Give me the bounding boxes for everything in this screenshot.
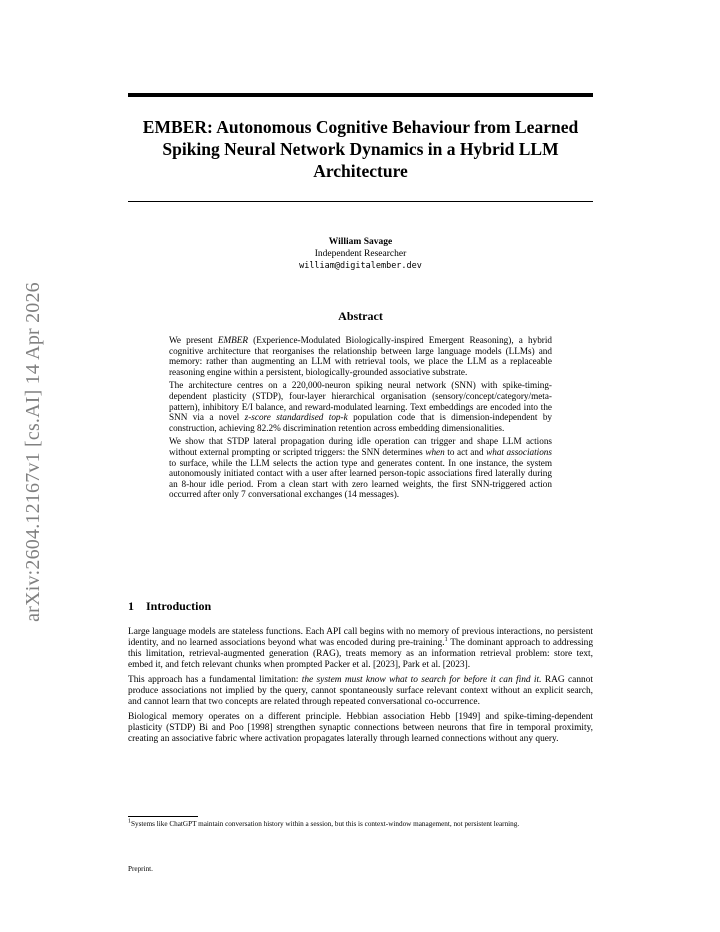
text-run-emphasis: when [425,446,445,457]
text-run: RAG cannot produce associations not implied by the query, cannot spontaneously surface relevant context without an explicit search, and cannot learn that two concepts are related through repeated conversational co-occurrence. [128,675,593,707]
text-run: We present [169,335,218,345]
preprint-label: Preprint. [128,865,153,873]
text-run: population code that is dimension-independent by construction, achieving 82.2% discrimination retention across embedding dimensionalities. [169,412,553,433]
text-run-emphasis: the system must know what to search for before it can find it. [301,675,542,685]
footnote-mark: 1 [128,818,131,825]
abstract-paragraph-3 [169,436,552,500]
text-run: to surface, while the LLM selects the action type and generates content. In one instance, the system autonomously initiated contact with a user after learned person-topic associations fired laterally during an 8-hour idle period. From a clean start with zero learned weights, the first SNN-triggered action occurred after only 7 conversational exchanges (14 messages). [169,457,552,500]
section-heading-introduction [128,599,211,614]
footnote [128,819,593,829]
text-run: The architecture centres on a 220,000-neuron spiking neural network (SNN) with spike-timing-dependent plasticity (STDP), four-layer hierarchical organisation (sensory/concept/category/meta-pattern), inhibitory E/I balance, and reward-modulated learning. Text embeddings are encoded into the SNN via a novel [169,380,552,423]
introduction-body [128,627,593,749]
arxiv-identifier-text: arXiv:2604.12167v1 [cs.AI] 14 Apr 2026 [22,282,44,622]
text-run: We show that STDP lateral propagation during idle operation can trigger and shape LLM actions without external prompting or scripted triggers: the SNN determines [169,436,552,457]
section-number: 1 [128,599,134,613]
intro-paragraph-1 [128,627,593,671]
abstract-heading: Abstract [338,309,383,323]
author-name: William Savage [328,237,393,247]
footnote-marker[interactable]: 1 [444,636,448,643]
text-run-emphasis: z-score standardised top-k [244,412,348,423]
paper-title: EMBER: Autonomous Cognitive Behaviour from Learned Spiking Neural Network Dynamics in a Hybrid LLM Architecture [142,117,579,181]
intro-paragraph-2 [128,675,593,708]
title-bottom-rule [128,201,593,202]
author-block [128,236,593,272]
abstract-paragraph-1 [169,335,552,377]
title-top-rule [128,93,593,97]
abstract-paragraph-2 [169,380,552,433]
section-title: Introduction [146,599,212,613]
footnote-rule [128,816,198,817]
text-run: This approach has a fundamental limitation: [128,675,302,685]
author-affiliation: Independent Researcher [314,249,407,259]
abstract-body [169,335,552,503]
text-run: The dominant approach to addressing this limitation, retrieval-augmented generation (RAG), treats memory as an information retrieval problem: store text, embed it, and fetch relevant chunks when prompted Packer et al. [2023], Park et al. [2023]. [128,638,594,670]
author-email[interactable]: william@digitalember.dev [299,261,422,271]
text-run-emphasis: what associations [486,446,552,457]
footnote-text: Systems like ChatGPT maintain conversation history within a session, but this is context-window management, not persistent learning. [131,820,520,828]
intro-paragraph-3: Biological memory operates on a different principle. Hebbian association Hebb [1949] and spike-timing-dependent plasticity (STDP) Bi and Poo [1998] strengthen synaptic connections between neurons that fire in temporal proximity, creating an associative fabric where activation propagates laterally through learned connections without any query. [128,712,593,744]
text-run: Large language models are stateless functions. Each API call begins with no memory of previous interactions, no persistent identity, and no learned associations beyond what was encoded during pre-training. [128,627,593,648]
text-run-emphasis: EMBER [217,335,248,345]
arxiv-identifier [20,262,46,642]
text-run: to act and [444,446,487,457]
text-run: (Experience-Modulated Biologically-inspired Emergent Reasoning), a hybrid cognitive architecture that reorganises the relationship between large language models (LLMs) and memory: rather than augmenting an LLM with retrieval tools, we place the LLM as a replaceable reasoning engine within a persistent, biologically-grounded associative substrate. [169,335,553,377]
